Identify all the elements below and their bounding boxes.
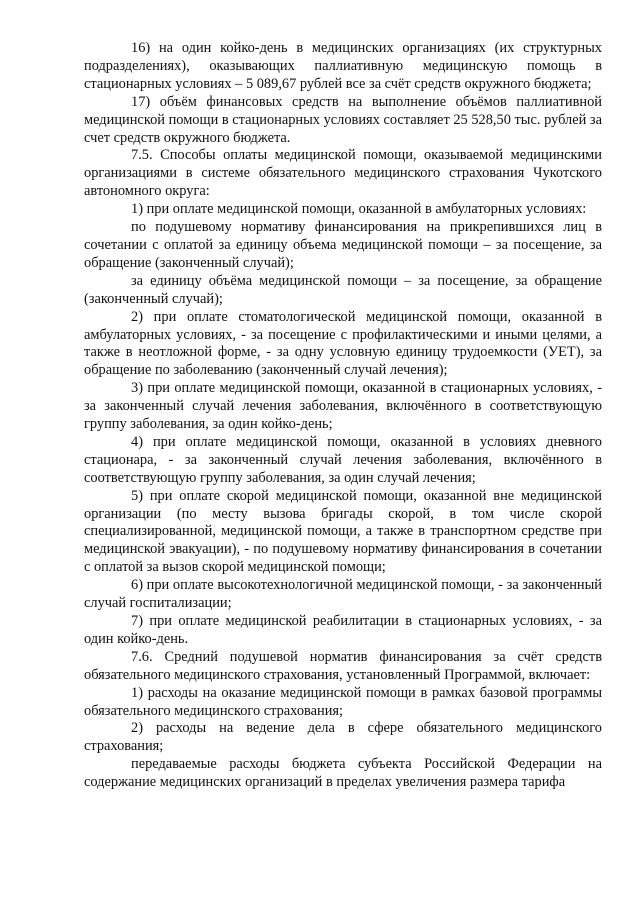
- paragraph-7-5-item-5: 5) при оплате скорой медицинской помощи, оказанной вне медицинской организации (по месту вызова бригады скорой, в том числе скорой специализированной, медицинской помощи, а также в транспортном средстве при медицинской эвакуации), - по подушевому нормативу финансирования в сочетании с оплатой за вызов скорой медицинской помощи;: [84, 487, 602, 576]
- paragraph-7-5-item-7: 7) при оплате медицинской реабилитации в стационарных условиях, - за один койко-день.: [84, 613, 602, 647]
- paragraph-7-5-item-3: 3) при оплате медицинской помощи, оказанной в стационарных условиях, - за законченный случай лечения заболевания, включённого в соответствующую группу заболевания, за один койко-день;: [84, 380, 602, 433]
- paragraph-7-5-item-1-unit: за единицу объёма медицинской помощи – за посещение, за обращение (законченный случай);: [84, 272, 602, 307]
- paragraph-7-6-item-1: 1) расходы на оказание медицинской помощи в рамках базовой программы обязательного медицинского страхования;: [84, 684, 602, 719]
- paragraph-7-5-item-2: 2) при оплате стоматологической медицинской помощи, оказанной в амбулаторных условиях, - за посещение с профилактическими и иными целями, а также в неотложной форме, - за одну условную единицу трудоемкости (УЕТ), за обращение по заболеванию (законченный случай лечения);: [84, 308, 602, 379]
- paragraph-section-7-6: 7.6. Средний подушевой норматив финансирования за счёт средств обязательного медицинского страхования, установленный Программой, включает:: [84, 648, 602, 683]
- paragraph-7-5-item-1: 1) при оплате медицинской помощи, оказанной в амбулаторных условиях:: [131, 201, 587, 218]
- paragraph-7-6-transferred-expenses: передаваемые расходы бюджета субъекта Российской Федерации на содержание медицинских организаций в пределах увеличения размера тарифа: [84, 756, 602, 791]
- paragraph-section-7-5: 7.5. Способы оплаты медицинской помощи, оказываемой медицинскими организациями в системе обязательного медицинского страхования Чукотского автономного округа:: [84, 147, 602, 200]
- paragraph-item-16: 16) на один койко-день в медицинских организациях (их структурных подразделениях), оказывающих паллиативную медицинскую помощь в стационарных условиях – 5 089,67 рублей все за счёт средств окружного бюджета;: [84, 40, 602, 92]
- paragraph-7-6-item-2: 2) расходы на ведение дела в сфере обязательного медицинского страхования;: [84, 720, 602, 755]
- paragraph-7-5-item-4: 4) при оплате медицинской помощи, оказанной в условиях дневного стационара, - за законченный случай лечения заболевания, включённого в соответствующую группу заболевания, за один случай лечения;: [84, 433, 602, 486]
- paragraph-7-5-item-1-capitation: по подушевому нормативу финансирования на прикрепившихся лиц в сочетании с оплатой за единицу объема медицинской помощи – за посещение, за обращение (законченный случай);: [84, 219, 602, 271]
- document-page: [84, 40, 602, 792]
- paragraph-item-17: 17) объём финансовых средств на выполнение объёмов паллиативной медицинской помощи в стационарных условиях составляет 25 528,50 тыс. рублей за счет средств окружного бюджета.: [84, 93, 602, 146]
- paragraph-7-5-item-6: 6) при оплате высокотехнологичной медицинской помощи, - за законченный случай госпитализации;: [84, 577, 602, 612]
